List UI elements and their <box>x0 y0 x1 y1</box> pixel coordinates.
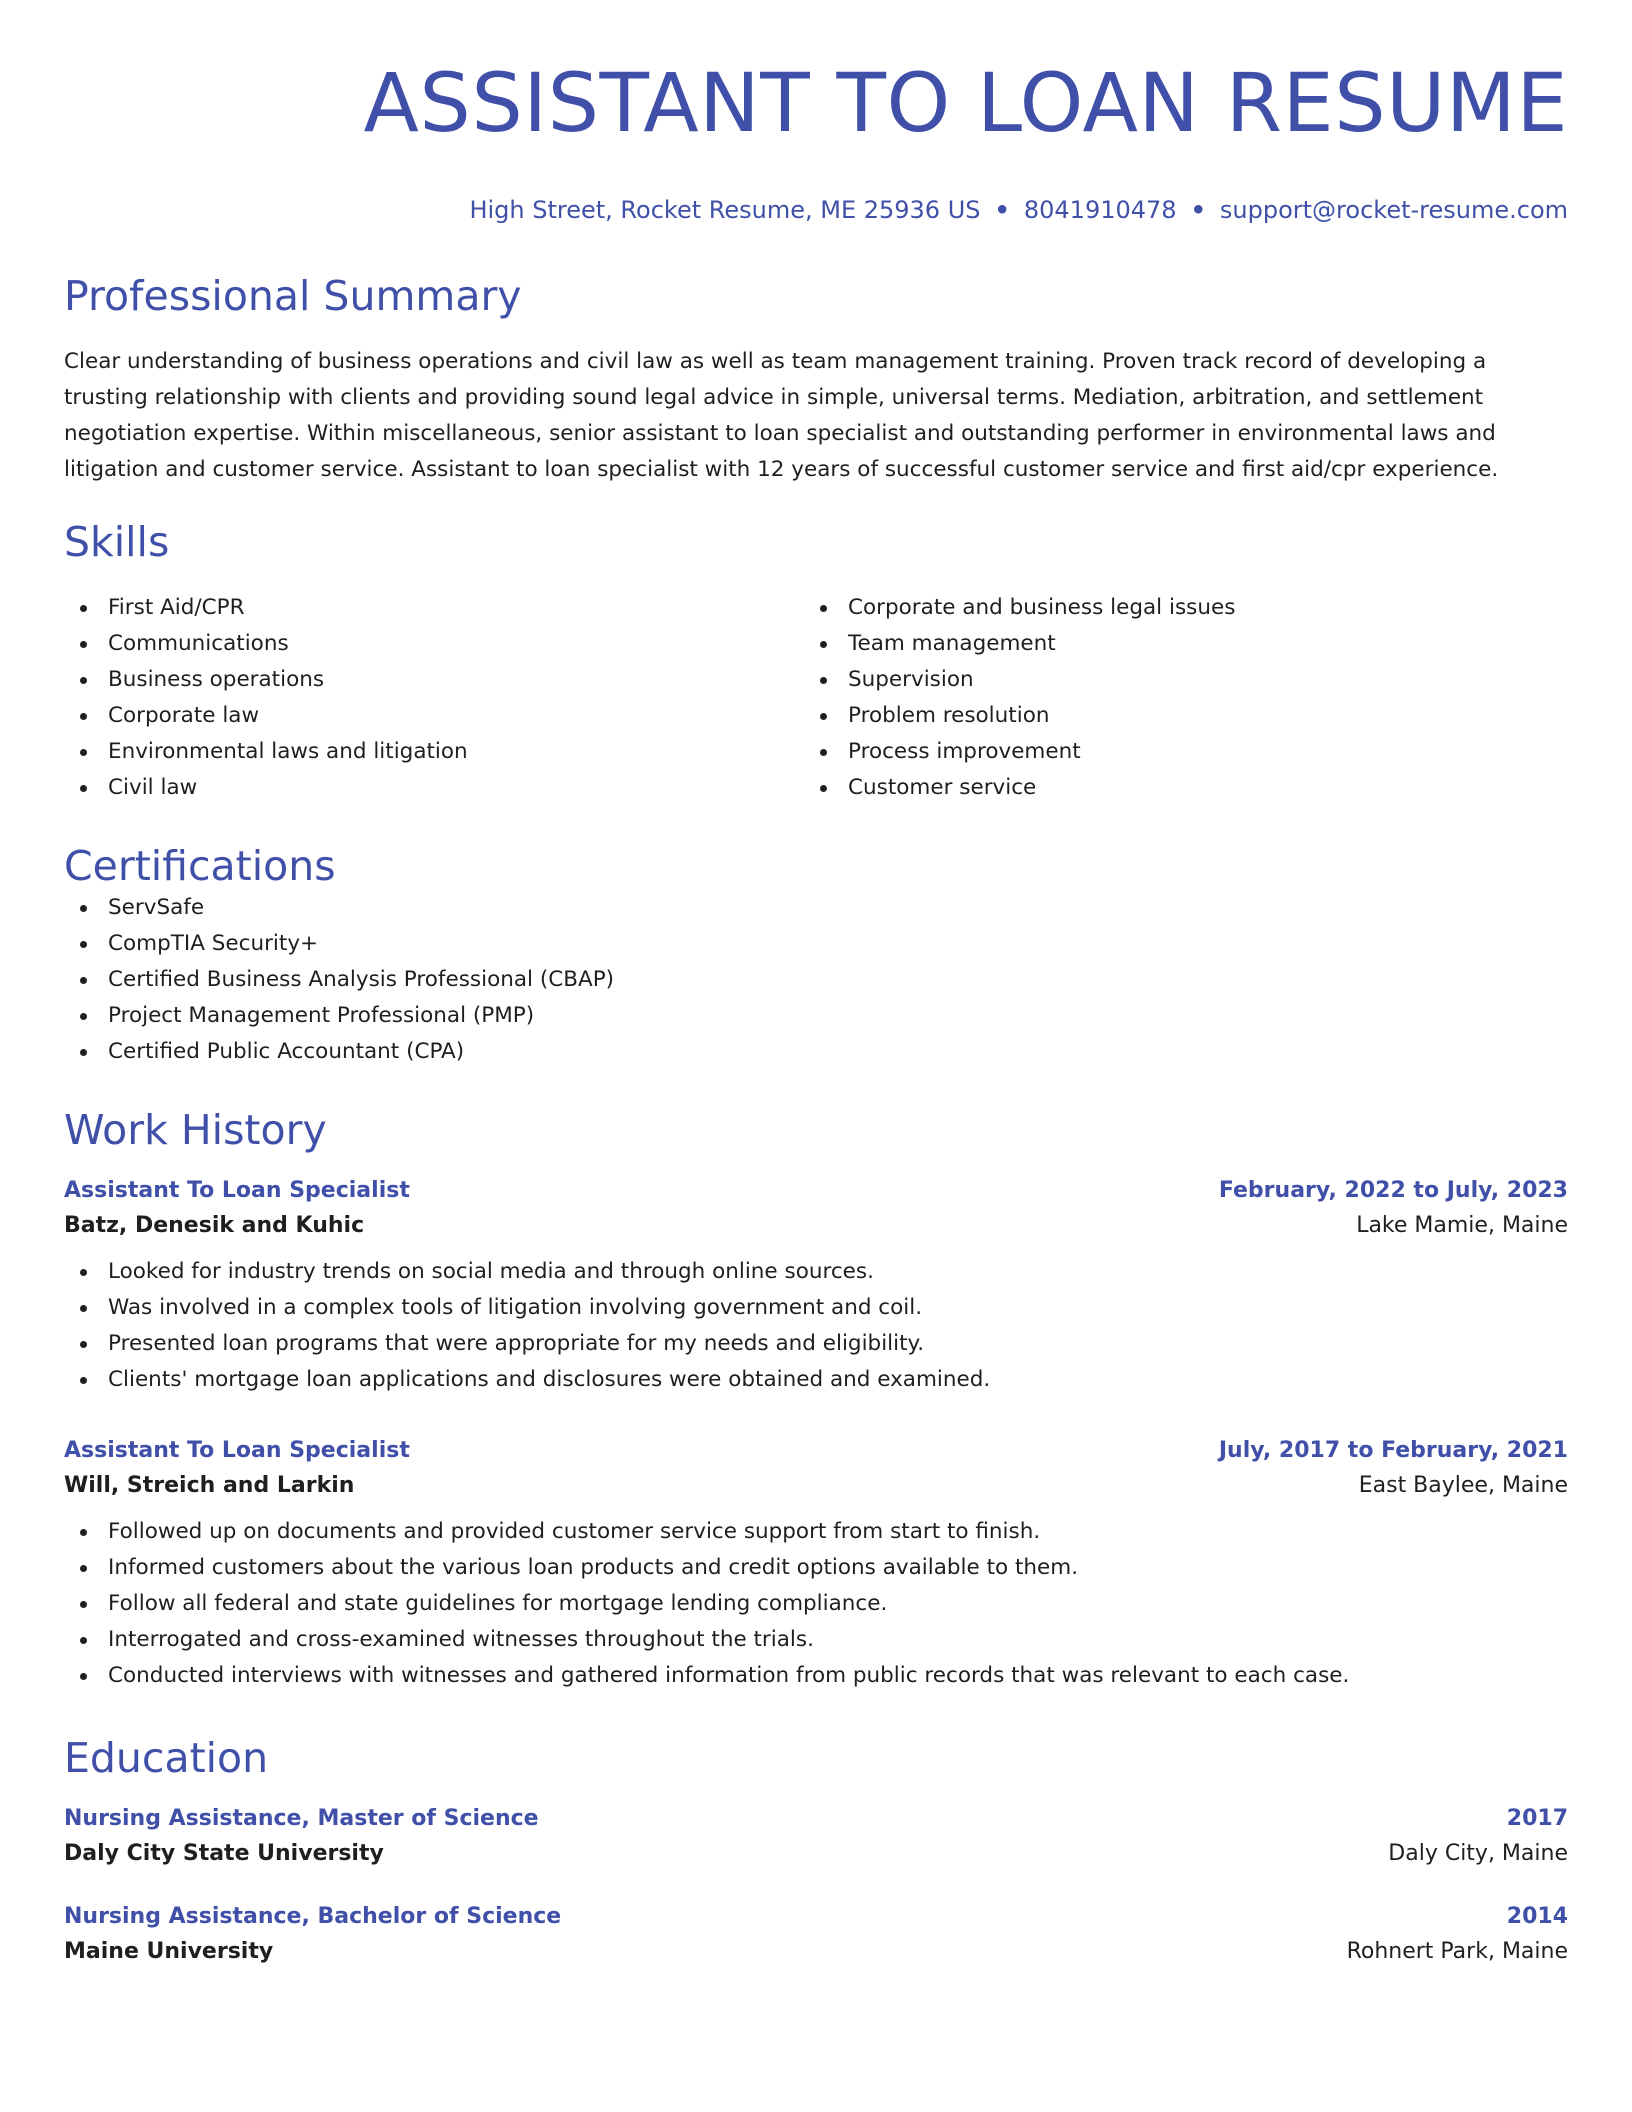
degree-year: 2014 <box>1506 1904 1568 1929</box>
skill-item: Environmental laws and litigation <box>64 734 804 770</box>
job-bullets <box>64 1514 1568 1694</box>
contact-phone: 8041910478 <box>1023 196 1177 224</box>
job-bullet: Presented loan programs that were appropriate for my needs and eligibility. <box>64 1326 1568 1362</box>
certifications-list <box>64 890 1568 1070</box>
contact-separator: • <box>994 196 1010 224</box>
job-bullet: Clients' mortgage loan applications and disclosures were obtained and examined. <box>64 1362 1568 1398</box>
job-bullet: Looked for industry trends on social media and through online sources. <box>64 1254 1568 1290</box>
skill-item: Supervision <box>804 662 1568 698</box>
contact-email: support@rocket-resume.com <box>1219 196 1568 224</box>
education-entry-subheader <box>64 1939 1568 1964</box>
skills-list-right <box>804 590 1568 806</box>
certifications-heading: Certifications <box>64 842 336 890</box>
contact-separator: • <box>1190 196 1206 224</box>
school-name: Maine University <box>64 1939 274 1964</box>
skill-item: Problem resolution <box>804 698 1568 734</box>
job-title: Assistant To Loan Specialist <box>64 1178 410 1203</box>
certification-item: Certified Public Accountant (CPA) <box>64 1034 1568 1070</box>
degree-year: 2017 <box>1506 1806 1568 1831</box>
skill-item: Customer service <box>804 770 1568 806</box>
degree-name: Nursing Assistance, Bachelor of Science <box>64 1904 562 1929</box>
education-heading: Education <box>64 1734 269 1782</box>
skills-grid <box>64 590 1568 806</box>
school-name: Daly City State University <box>64 1841 384 1866</box>
work-entry-header <box>64 1178 1568 1203</box>
skills-heading: Skills <box>64 518 170 566</box>
job-bullet: Followed up on documents and provided customer service support from start to finish. <box>64 1514 1568 1550</box>
job-bullets <box>64 1254 1568 1398</box>
skill-item: Process improvement <box>804 734 1568 770</box>
job-bullet: Was involved in a complex tools of litigation involving government and coil. <box>64 1290 1568 1326</box>
work-entry-header <box>64 1438 1568 1463</box>
education-entry <box>64 1904 1568 1964</box>
company-name: Will, Streich and Larkin <box>64 1473 355 1498</box>
work-entry <box>64 1178 1568 1398</box>
certification-item: Certified Business Analysis Professional (CBAP) <box>64 962 1568 998</box>
work-entry-subheader <box>64 1213 1568 1238</box>
degree-name: Nursing Assistance, Master of Science <box>64 1806 539 1831</box>
job-dates: July, 2017 to February, 2021 <box>1218 1438 1568 1463</box>
company-name: Batz, Denesik and Kuhic <box>64 1213 365 1238</box>
job-location: Lake Mamie, Maine <box>1356 1213 1568 1238</box>
skill-item: Corporate and business legal issues <box>804 590 1568 626</box>
resume-title: ASSISTANT TO LOAN RESUME <box>363 57 1568 151</box>
work-history-heading: Work History <box>64 1106 327 1154</box>
work-entry <box>64 1438 1568 1694</box>
school-location: Rohnert Park, Maine <box>1346 1939 1568 1964</box>
education-entry-header <box>64 1806 1568 1831</box>
job-dates: February, 2022 to July, 2023 <box>1218 1178 1568 1203</box>
school-location: Daly City, Maine <box>1388 1841 1568 1866</box>
skills-list-left <box>64 590 804 806</box>
job-bullet: Informed customers about the various loan products and credit options available to them. <box>64 1550 1568 1586</box>
summary-heading: Professional Summary <box>64 272 522 320</box>
skill-item: Corporate law <box>64 698 804 734</box>
work-entry-subheader <box>64 1473 1568 1498</box>
job-bullet: Conducted interviews with witnesses and gathered information from public records that was relevant to each case. <box>64 1658 1568 1694</box>
education-entry <box>64 1806 1568 1866</box>
skill-item: First Aid/CPR <box>64 590 804 626</box>
contact-address: High Street, Rocket Resume, ME 25936 US <box>469 196 981 224</box>
job-bullet: Follow all federal and state guidelines for mortgage lending compliance. <box>64 1586 1568 1622</box>
skill-item: Communications <box>64 626 804 662</box>
certification-item: Project Management Professional (PMP) <box>64 998 1568 1034</box>
job-title: Assistant To Loan Specialist <box>64 1438 410 1463</box>
summary-text: Clear understanding of business operations and civil law as well as team management training. Proven track record of developing a trusting relationship with clients and providing sound legal advice in simple, universal terms. Mediation, arbitration, and settlement negotiation expertise. Within miscellaneous, senior assistant to loan specialist and outstanding performer in environmental laws and litigation and customer service. Assistant to loan specialist with 12 years of successful customer service and first aid/cpr experience. <box>64 349 1499 482</box>
certification-item: ServSafe <box>64 890 1568 926</box>
education-entry-subheader <box>64 1841 1568 1866</box>
education-entry-header <box>64 1904 1568 1929</box>
skill-item: Team management <box>804 626 1568 662</box>
certification-item: CompTIA Security+ <box>64 926 1568 962</box>
skill-item: Business operations <box>64 662 804 698</box>
job-bullet: Interrogated and cross-examined witnesses throughout the trials. <box>64 1622 1568 1658</box>
skill-item: Civil law <box>64 770 804 806</box>
contact-line <box>64 196 1568 224</box>
job-location: East Baylee, Maine <box>1358 1473 1568 1498</box>
